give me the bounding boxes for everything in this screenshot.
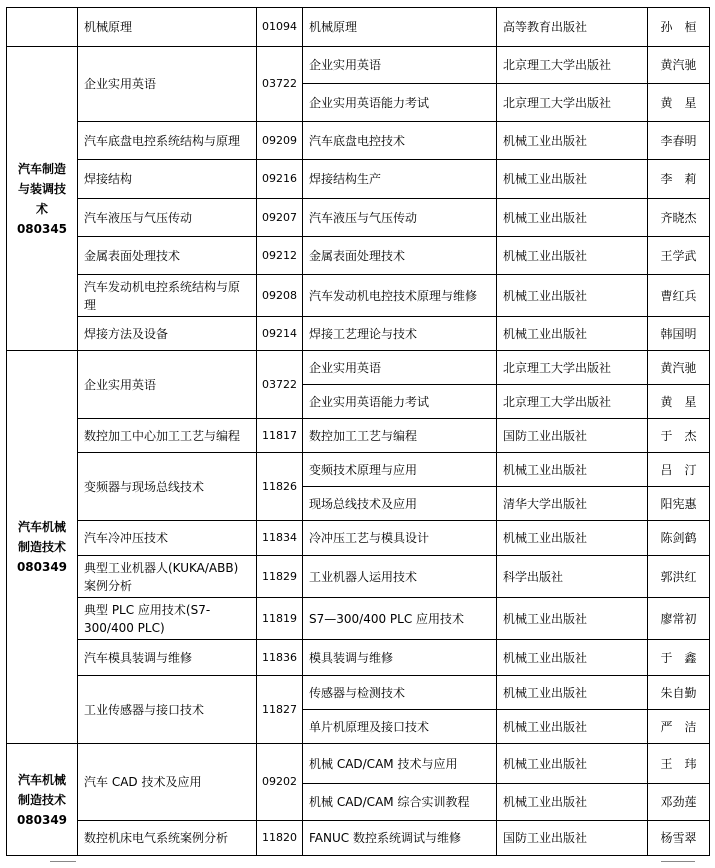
textbook-title-cell: 焊接结构生产 xyxy=(303,160,497,199)
textbook-title-cell: 工业机器人运用技术 xyxy=(303,556,497,598)
textbook-title-cell: 模具装调与维修 xyxy=(303,640,497,676)
course-name-cell: 汽车底盘电控系统结构与原理 xyxy=(78,122,257,160)
course-name-cell: 变频器与现场总线技术 xyxy=(78,453,257,521)
textbook-title-cell: 企业实用英语能力考试 xyxy=(303,84,497,122)
course-name-cell: 典型 PLC 应用技术(S7-300/400 PLC) xyxy=(78,598,257,640)
publisher-cell: 国防工业出版社 xyxy=(497,419,648,453)
author-cell: 李 莉 xyxy=(648,160,710,199)
course-name-cell: 汽车模具装调与维修 xyxy=(78,640,257,676)
author-cell: 王 玮 xyxy=(648,744,710,784)
textbook-title-cell: 传感器与检测技术 xyxy=(303,676,497,710)
table-row xyxy=(7,744,710,784)
footer-mark-right xyxy=(661,861,695,862)
course-code-cell: 11836 xyxy=(257,640,303,676)
author-cell: 杨雪翠 xyxy=(648,821,710,856)
major-name-line: 汽车机械 xyxy=(17,520,66,534)
textbook-title-cell: 机械 CAD/CAM 综合实训教程 xyxy=(303,784,497,821)
table-row xyxy=(7,676,710,710)
course-code-cell: 09202 xyxy=(257,744,303,821)
table-row xyxy=(7,521,710,556)
author-cell: 朱自勤 xyxy=(648,676,710,710)
course-code-cell: 11817 xyxy=(257,419,303,453)
footer-mark-left xyxy=(50,861,76,862)
publisher-cell: 机械工业出版社 xyxy=(497,453,648,487)
major-name-line: 080349 xyxy=(16,812,68,827)
publisher-cell: 北京理工大学出版社 xyxy=(497,385,648,419)
course-name-cell: 汽车液压与气压传动 xyxy=(78,199,257,237)
table-row xyxy=(7,556,710,598)
author-cell: 阳宪惠 xyxy=(648,487,710,521)
table-row xyxy=(7,419,710,453)
major-cell xyxy=(7,351,78,744)
textbook-title-cell: 金属表面处理技术 xyxy=(303,237,497,275)
major-name-line: 080349 xyxy=(16,560,68,574)
publisher-cell: 国防工业出版社 xyxy=(497,821,648,856)
textbook-table-container xyxy=(6,7,710,856)
table-row xyxy=(7,160,710,199)
publisher-cell: 北京理工大学出版社 xyxy=(497,47,648,84)
author-cell: 孙 桓 xyxy=(648,8,710,47)
major-cell xyxy=(7,744,78,856)
table-row xyxy=(7,237,710,275)
major-name-line: 汽车机械 xyxy=(17,772,66,787)
table-row xyxy=(7,275,710,317)
author-cell: 郭洪红 xyxy=(648,556,710,598)
course-code-cell: 01094 xyxy=(257,8,303,47)
course-name-cell: 数控机床电气系统案例分析 xyxy=(78,821,257,856)
publisher-cell: 清华大学出版社 xyxy=(497,487,648,521)
textbook-title-cell: 汽车液压与气压传动 xyxy=(303,199,497,237)
course-code-cell: 09216 xyxy=(257,160,303,199)
table-row xyxy=(7,317,710,351)
course-code-cell: 09207 xyxy=(257,199,303,237)
major-name-line: 术 080345 xyxy=(16,201,68,236)
publisher-cell: 机械工业出版社 xyxy=(497,122,648,160)
course-name-cell: 焊接结构 xyxy=(78,160,257,199)
textbook-title-cell: 焊接工艺理论与技术 xyxy=(303,317,497,351)
publisher-cell: 机械工业出版社 xyxy=(497,317,648,351)
author-cell: 黄 星 xyxy=(648,84,710,122)
major-cell xyxy=(7,8,78,47)
table-row xyxy=(7,47,710,84)
course-code-cell: 09209 xyxy=(257,122,303,160)
author-cell: 严 洁 xyxy=(648,710,710,744)
publisher-cell: 机械工业出版社 xyxy=(497,598,648,640)
publisher-cell: 机械工业出版社 xyxy=(497,237,648,275)
textbook-title-cell: 现场总线技术及应用 xyxy=(303,487,497,521)
course-name-cell: 汽车发动机电控系统结构与原理 xyxy=(78,275,257,317)
course-code-cell: 03722 xyxy=(257,351,303,419)
textbook-title-cell: 企业实用英语 xyxy=(303,351,497,385)
author-cell: 黄汽驰 xyxy=(648,47,710,84)
course-name-cell: 典型工业机器人(KUKA/ABB)案例分析 xyxy=(78,556,257,598)
major-cell xyxy=(7,47,78,351)
publisher-cell: 机械工业出版社 xyxy=(497,640,648,676)
author-cell: 廖常初 xyxy=(648,598,710,640)
major-name-line: 制造技术 xyxy=(17,540,66,554)
course-code-cell: 11827 xyxy=(257,676,303,744)
author-cell: 邓劲莲 xyxy=(648,784,710,821)
course-name-cell: 汽车 CAD 技术及应用 xyxy=(78,744,257,821)
course-code-cell: 11826 xyxy=(257,453,303,521)
course-code-cell: 03722 xyxy=(257,47,303,122)
publisher-cell: 机械工业出版社 xyxy=(497,160,648,199)
author-cell: 于 杰 xyxy=(648,419,710,453)
author-cell: 黄汽驰 xyxy=(648,351,710,385)
textbook-title-cell: S7—300/400 PLC 应用技术 xyxy=(303,598,497,640)
textbook-title-cell: 单片机原理及接口技术 xyxy=(303,710,497,744)
publisher-cell: 高等教育出版社 xyxy=(497,8,648,47)
textbook-title-cell: 冷冲压工艺与模具设计 xyxy=(303,521,497,556)
course-code-cell: 11829 xyxy=(257,556,303,598)
textbook-title-cell: 汽车底盘电控技术 xyxy=(303,122,497,160)
publisher-cell: 机械工业出版社 xyxy=(497,521,648,556)
course-name-cell: 焊接方法及设备 xyxy=(78,317,257,351)
publisher-cell: 机械工业出版社 xyxy=(497,744,648,784)
course-code-cell: 09208 xyxy=(257,275,303,317)
course-code-cell: 11819 xyxy=(257,598,303,640)
publisher-cell: 机械工业出版社 xyxy=(497,199,648,237)
course-name-cell: 金属表面处理技术 xyxy=(78,237,257,275)
author-cell: 李春明 xyxy=(648,122,710,160)
publisher-cell: 机械工业出版社 xyxy=(497,784,648,821)
course-code-cell: 09212 xyxy=(257,237,303,275)
publisher-cell: 科学出版社 xyxy=(497,556,648,598)
author-cell: 韩国明 xyxy=(648,317,710,351)
course-code-cell: 11834 xyxy=(257,521,303,556)
course-name-cell: 工业传感器与接口技术 xyxy=(78,676,257,744)
publisher-cell: 机械工业出版社 xyxy=(497,710,648,744)
table-row xyxy=(7,8,710,47)
course-name-cell: 机械原理 xyxy=(78,8,257,47)
author-cell: 于 鑫 xyxy=(648,640,710,676)
textbook-title-cell: 机械 CAD/CAM 技术与应用 xyxy=(303,744,497,784)
author-cell: 陈剑鹤 xyxy=(648,521,710,556)
textbook-title-cell: 变频技术原理与应用 xyxy=(303,453,497,487)
course-name-cell: 企业实用英语 xyxy=(78,47,257,122)
table-body xyxy=(7,8,710,856)
author-cell: 齐晓杰 xyxy=(648,199,710,237)
table-row xyxy=(7,640,710,676)
table-row xyxy=(7,351,710,385)
textbook-title-cell: FANUC 数控系统调试与维修 xyxy=(303,821,497,856)
major-name-line: 制造技术 xyxy=(17,792,66,807)
publisher-cell: 北京理工大学出版社 xyxy=(497,84,648,122)
table-row xyxy=(7,821,710,856)
author-cell: 曹红兵 xyxy=(648,275,710,317)
course-name-cell: 汽车冷冲压技术 xyxy=(78,521,257,556)
textbook-title-cell: 汽车发动机电控技术原理与维修 xyxy=(303,275,497,317)
author-cell: 吕 汀 xyxy=(648,453,710,487)
textbook-title-cell: 企业实用英语能力考试 xyxy=(303,385,497,419)
major-name-line: 与装调技 xyxy=(17,181,66,196)
textbook-title-cell: 企业实用英语 xyxy=(303,47,497,84)
table-row xyxy=(7,199,710,237)
textbook-table xyxy=(6,7,710,856)
textbook-title-cell: 机械原理 xyxy=(303,8,497,47)
publisher-cell: 机械工业出版社 xyxy=(497,275,648,317)
author-cell: 王学武 xyxy=(648,237,710,275)
author-cell: 黄 星 xyxy=(648,385,710,419)
course-name-cell: 数控加工中心加工工艺与编程 xyxy=(78,419,257,453)
textbook-title-cell: 数控加工工艺与编程 xyxy=(303,419,497,453)
major-name-line: 汽车制造 xyxy=(17,161,66,176)
table-row xyxy=(7,122,710,160)
table-row xyxy=(7,598,710,640)
table-row xyxy=(7,453,710,487)
publisher-cell: 北京理工大学出版社 xyxy=(497,351,648,385)
course-name-cell: 企业实用英语 xyxy=(78,351,257,419)
course-code-cell: 11820 xyxy=(257,821,303,856)
course-code-cell: 09214 xyxy=(257,317,303,351)
publisher-cell: 机械工业出版社 xyxy=(497,676,648,710)
